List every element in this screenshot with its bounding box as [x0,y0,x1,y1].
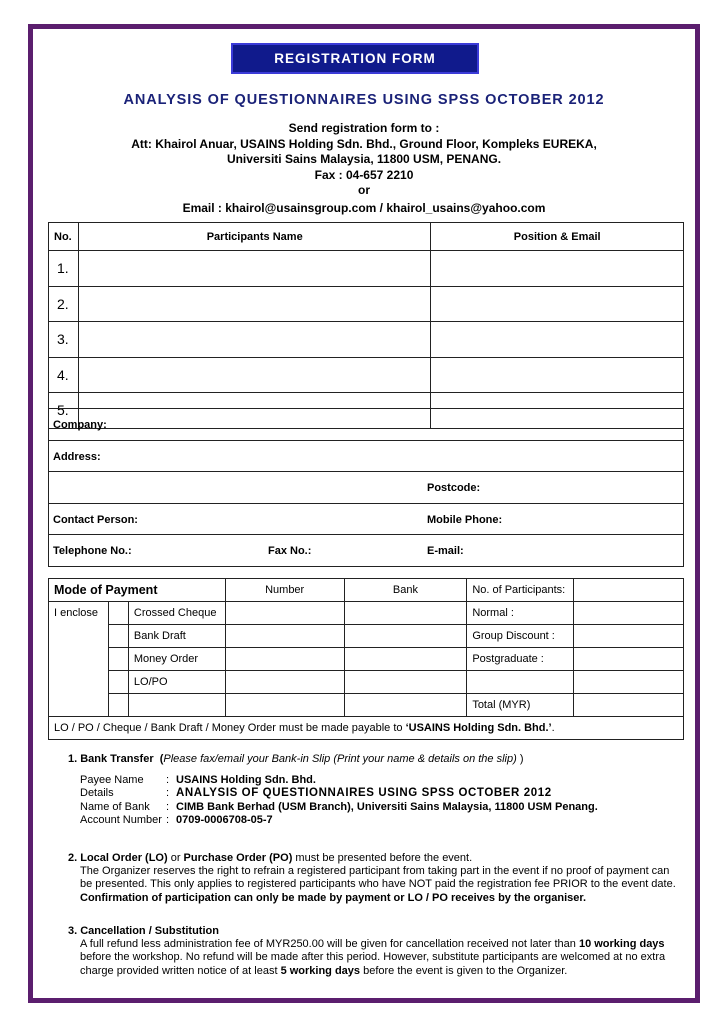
col-name-header: Participants Name [78,223,430,251]
money-order-label: Money Order [128,648,225,671]
lo-po-bank-field[interactable] [344,671,467,694]
send-to-block [40,121,688,216]
local-order-line3: be presented. This only applies to registered participants who have NOT paid the registration fee PRIOR to the event date. [80,878,676,891]
bank-draft-label: Bank Draft [128,625,225,648]
participant-position-field[interactable] [431,286,684,322]
bank-name-value: CIMB Bank Berhad (USM Branch), Universiti Sains Malaysia, 11800 USM Penang. [176,800,598,813]
payable-text: LO / PO / Cheque / Bank Draft / Money Order must be made payable to [54,722,406,734]
cancellation-heading: 3. Cancellation / Substitution [68,925,219,937]
cancellation-line3c: before the event is given to the Organizer. [360,964,568,977]
participant-row [49,322,684,358]
crossed-cheque-label: Crossed Cheque [128,602,225,625]
participant-number: 3. [49,322,79,358]
bank-transfer-section: 1. Bank Transfer (Please fax/email your Bank-in Slip (Print your name & details on the slip) ) Payee Name : USAINS Holding Sdn. Bhd. Details : ANALYSIS OF QUESTIONNAIRES USING SPSS OCTOBER 2012 Name of Bank : CIMB Bank Berhad (USM Branch), Universiti Sains Malaysia, 11800 USM Penang. Account Number : 0709-0006708-05-7 [68,753,598,826]
money-order-bank-field[interactable] [344,648,467,671]
cancellation-days-5: 5 working days [280,964,361,977]
company-details-table [48,408,684,567]
number-header: Number [225,579,344,602]
payable-note [49,717,684,740]
mode-of-payment-header: Mode of Payment [49,579,226,602]
telephone-label: Telephone No.: [53,545,132,557]
blank-number-field[interactable] [225,694,344,717]
account-number-label: Account Number [80,813,162,826]
no-participants-header: No. of Participants: [467,579,574,602]
money-order-number-field[interactable] [225,648,344,671]
event-title: ANALYSIS OF QUESTIONNAIRES USING SPSS OCTOBER 2012 [123,92,605,108]
cancellation-days-10: 10 working days [578,938,665,951]
bank-transfer-heading: 1. Bank Transfer [68,753,154,765]
mobile-phone-label: Mobile Phone: [427,513,503,526]
total-label: Total (MYR) [467,694,574,717]
col-position-header: Position & Email [431,223,684,251]
company-field[interactable] [49,409,684,441]
participants-header-row [49,223,684,251]
blank-checkbox[interactable] [108,694,128,717]
local-order-line4: Confirmation of participation can only be made by payment or LO / PO receives by the organiser. [80,891,587,904]
cancellation-line1: A full refund less administration fee of MYR250.00 will be given for cancellation received not later than [80,938,579,951]
send-to-or: or [358,183,370,197]
company-label: Company: [53,419,107,431]
col-no-header: No. [49,223,79,251]
details-value: ANALYSIS OF QUESTIONNAIRES USING SPSS OCTOBER 2012 [176,787,552,800]
participant-row [49,286,684,322]
payable-to: ‘USAINS Holding Sdn. Bhd.’ [405,722,552,734]
blank-field-cell[interactable] [574,671,684,694]
enclose-label: I enclose [49,602,109,717]
form-title: REGISTRATION FORM [231,43,479,74]
payee-value: USAINS Holding Sdn. Bhd. [176,774,316,787]
participant-name-field[interactable] [78,357,430,393]
participant-row [49,357,684,393]
participant-number: 1. [49,251,79,287]
contact-person-label: Contact Person: [53,513,138,526]
participant-position-field[interactable] [431,251,684,287]
participant-number: 5. [49,393,79,429]
money-order-checkbox[interactable] [108,648,128,671]
participant-name-field[interactable] [78,286,430,322]
bank-draft-bank-field[interactable] [344,625,467,648]
crossed-cheque-number-field[interactable] [225,602,344,625]
participants-table [48,222,684,429]
payable-end: . [551,722,555,734]
crossed-cheque-checkbox[interactable] [108,602,128,625]
local-order-po: Purchase Order (PO) [183,852,293,864]
participant-number: 4. [49,357,79,393]
group-discount-label: Group Discount : [467,625,574,648]
postgraduate-label: Postgraduate : [467,648,574,671]
details-label: Details [80,787,114,800]
participant-name-field[interactable] [78,251,430,287]
participant-position-field[interactable] [431,357,684,393]
participant-name-field[interactable] [78,322,430,358]
lo-po-label: LO/PO [128,671,225,694]
crossed-cheque-bank-field[interactable] [344,602,467,625]
bank-draft-checkbox[interactable] [108,625,128,648]
send-to-address: Universiti Sains Malaysia, 11800 USM, PENANG. [226,152,502,166]
bank-name-label: Name of Bank [80,800,150,813]
total-field[interactable] [574,694,684,717]
account-number-value: 0709-0006708-05-7 [176,813,273,826]
send-to-email: Email : khairol@usainsgroup.com / khairol_usains@yahoo.com [182,200,546,215]
cancellation-section [68,925,688,978]
bank-header: Bank [344,579,467,602]
postcode-label: Postcode: [427,482,481,494]
send-to-fax: Fax : 04-657 2210 [314,167,414,182]
postgraduate-field[interactable] [574,648,684,671]
local-order-lo: Local Order (LO) [80,852,168,864]
cancellation-line2: before the workshop. No refund will be made after this period. However, substitute participants are welcomed at no extra [80,951,666,964]
lo-po-number-field[interactable] [225,671,344,694]
local-order-section [68,852,688,905]
blank-bank-field[interactable] [344,694,467,717]
group-discount-field[interactable] [574,625,684,648]
address-field[interactable] [49,440,684,472]
normal-label: Normal : [467,602,574,625]
payee-label: Payee Name [80,774,144,787]
telephone-row[interactable] [49,535,684,567]
send-to-attention: Att: Khairol Anuar, USAINS Holding Sdn. Bhd., Ground Floor, Kompleks EUREKA, [131,136,597,151]
lo-po-checkbox[interactable] [108,671,128,694]
participant-number: 2. [49,286,79,322]
blank-label-cell [467,671,574,694]
bank-draft-number-field[interactable] [225,625,344,648]
fax-label: Fax No.: [268,545,312,557]
local-order-number: 2. [68,852,81,864]
bank-transfer-note: Please fax/email your Bank-in Slip (Print your name & details on the slip) [163,753,517,765]
address-label: Address: [53,450,101,463]
contact-row[interactable] [49,503,684,535]
email-label: E-mail: [427,545,464,557]
normal-field[interactable] [574,602,684,625]
cancellation-line3a: charge provided written notice of at least [80,964,281,977]
local-order-rest: must be presented before the event. [292,852,473,864]
local-order-line2: The Organizer reserves the right to refrain a registered participant from taking part in the event if no proof of payment can [80,865,670,878]
send-to-heading: Send registration form to : [288,121,440,135]
participant-position-field[interactable] [431,322,684,358]
local-order-or: or [167,852,184,864]
address-postcode-row[interactable] [49,472,684,504]
participant-row [49,251,684,287]
blank-option-cell [128,694,225,717]
payment-table [48,578,684,740]
no-participants-field[interactable] [574,579,684,602]
